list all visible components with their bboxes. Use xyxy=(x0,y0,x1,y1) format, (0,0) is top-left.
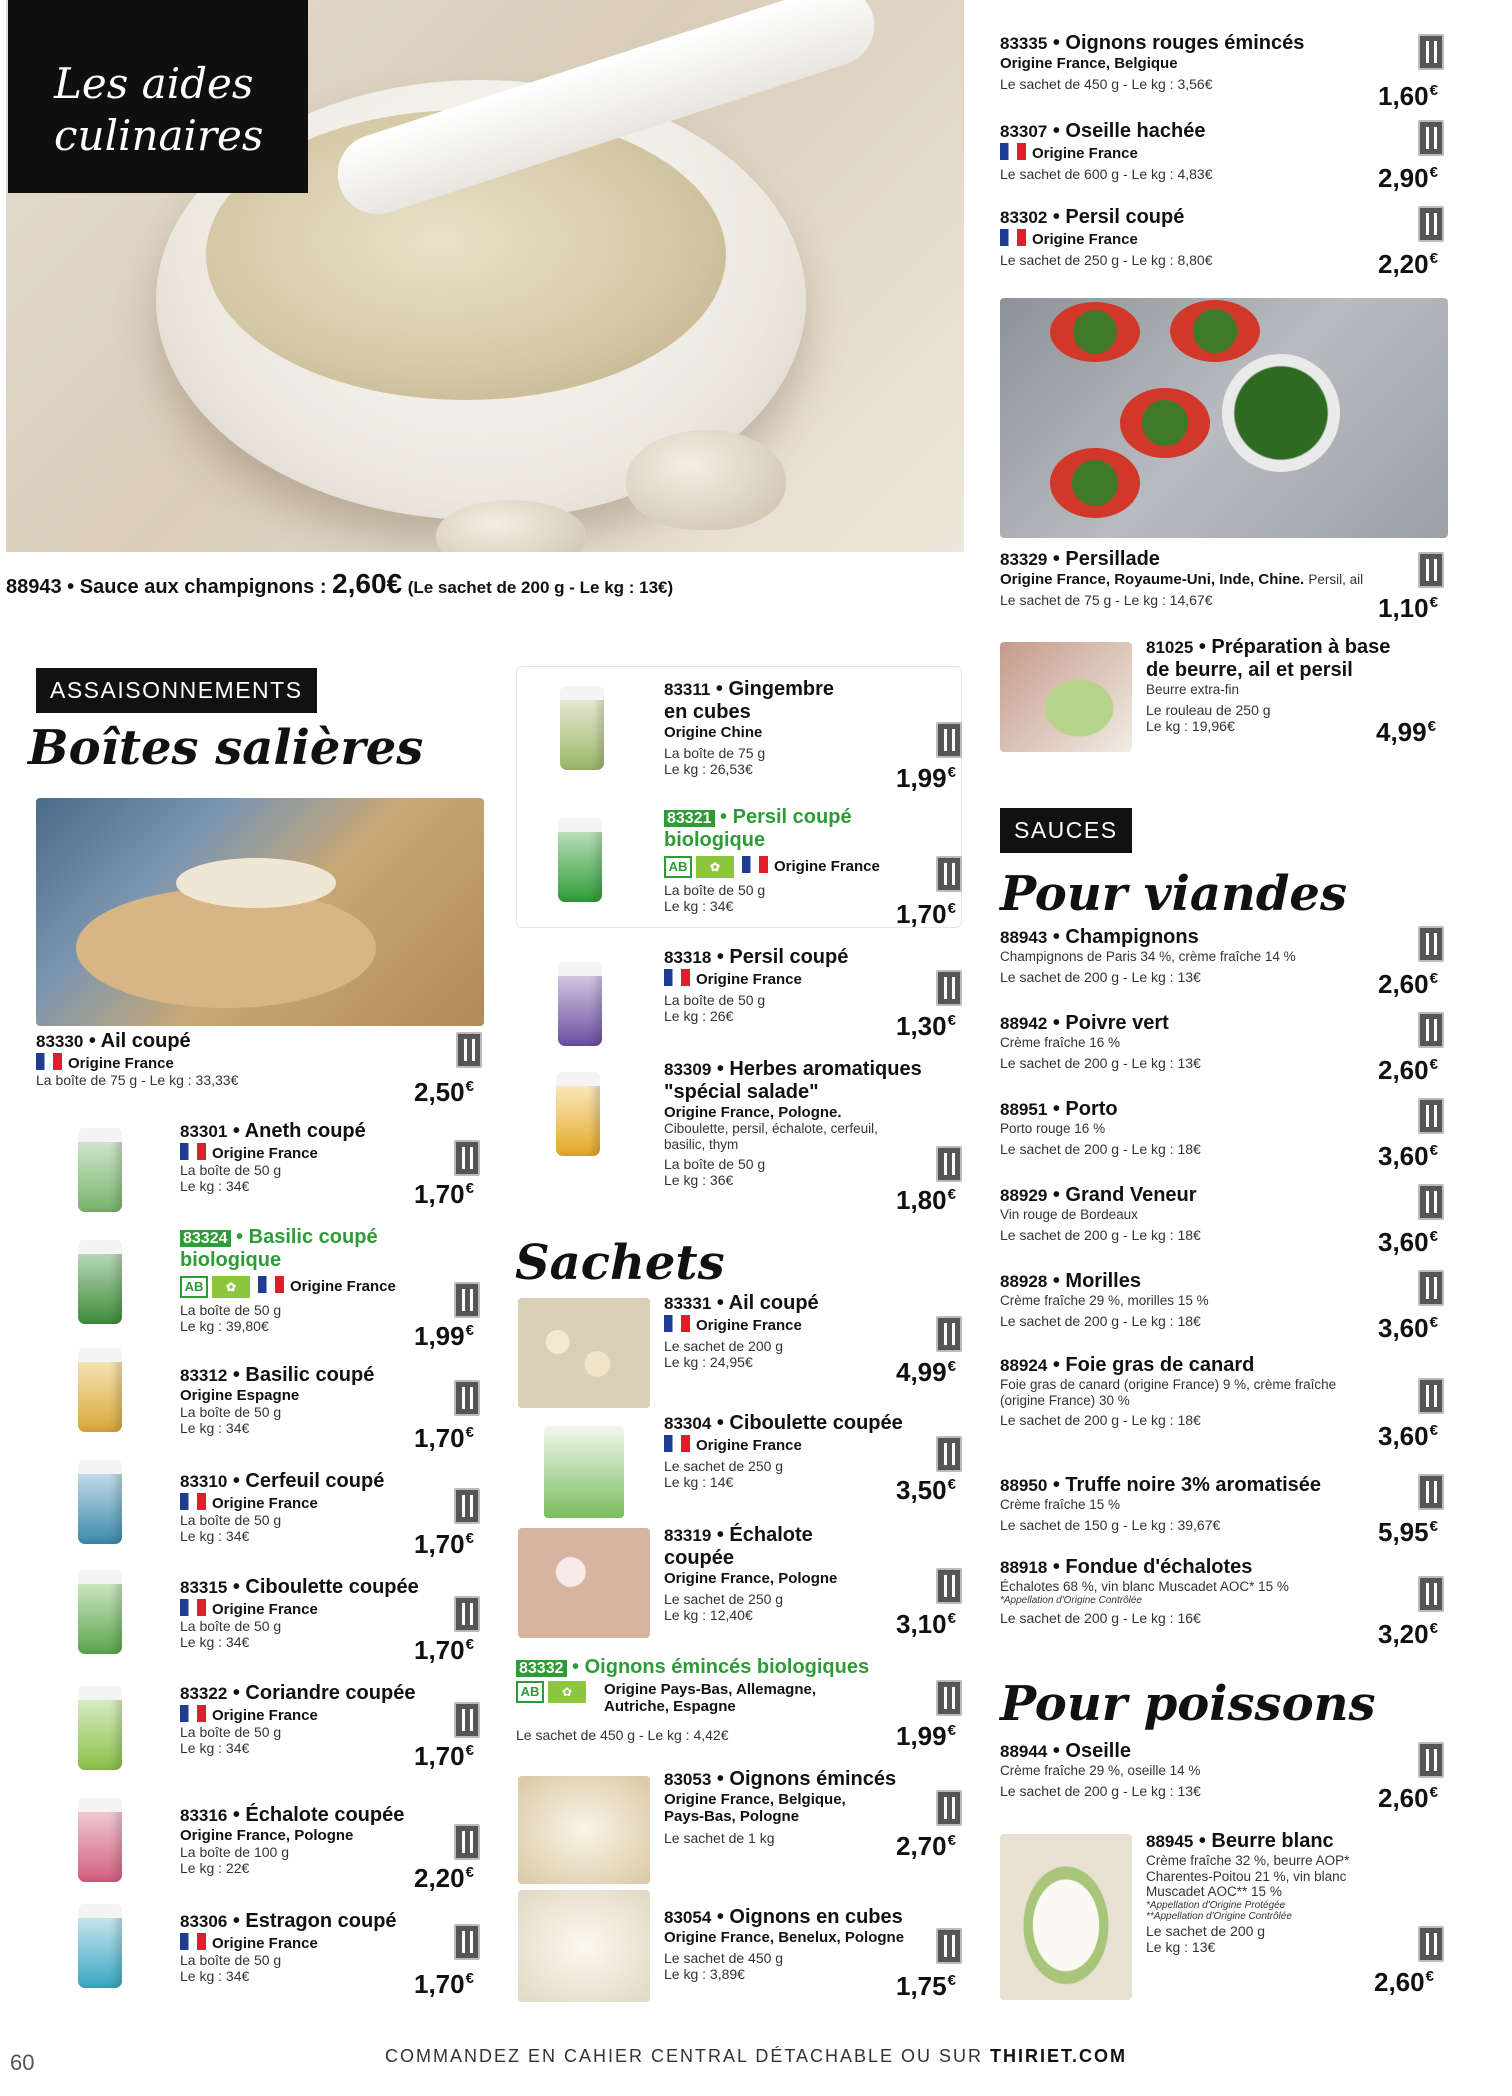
hero-pack: (Le sachet de 200 g - Le kg : 13€) xyxy=(407,578,674,597)
product-83312[interactable]: 83312 • Basilic coupé Origine Espagne La boîte de 50 g Le kg : 34€ 1,70€ xyxy=(180,1364,490,1464)
product-desc: Échalotes 68 %, vin blanc Muscadet AOC* 15 % xyxy=(1000,1579,1289,1594)
product-88950[interactable] xyxy=(1000,1474,1450,1554)
product-83324[interactable]: 83324 • Basilic coupé biologique AB ✿ Origine France La boîte de 50 g Le kg : 39,80€ 1,99€ xyxy=(180,1226,490,1354)
freezer-icon xyxy=(454,1380,480,1416)
product-name: 83330 • Ail coupé xyxy=(36,1030,191,1052)
product-pack: Le sachet de 150 g - Le kg : 39,67€ xyxy=(1000,1516,1221,1533)
freezer-icon xyxy=(1418,1576,1444,1612)
product-name: 88929 • Grand Veneur xyxy=(1000,1184,1197,1206)
product-83329[interactable]: 83329 • Persillade Origine France, Royaume-Uni, Inde, Chine. Persil, ail Le sachet de 75 g - Le kg : 14,67€ 1,10€ xyxy=(1000,548,1450,628)
footer-brand-link[interactable]: THIRIET.COM xyxy=(990,2046,1128,2066)
product-83321[interactable]: 83321 • Persil coupé biologique AB ✿ Origine France La boîte de 50 g Le kg : 34€ 1,70€ xyxy=(664,806,964,936)
parsley-bowl xyxy=(1222,354,1340,472)
garlic-cloves xyxy=(176,858,336,908)
product-price: 3,20€ xyxy=(1378,1619,1438,1649)
product-83309[interactable]: 83309 • Herbes aromatiques "spécial salade" Origine France, Pologne. Ciboulette, persil, échalote, cerfeuil, basilic, thym La boîte de 50 g Le kg : 36€ 1,80€ xyxy=(664,1058,964,1218)
product-88918[interactable] xyxy=(1000,1556,1450,1656)
product-83319[interactable]: 83319 • Échalote coupée Origine France, Pologne Le sachet de 250 g Le kg : 12,40€ 3,10€ xyxy=(664,1524,964,1644)
hero-title-line2: culinaires xyxy=(54,111,264,160)
freezer-icon xyxy=(1418,1012,1444,1048)
french-flag-icon xyxy=(180,1933,206,1950)
product-83307[interactable]: 83307 • Oseille hachée Origine France Le sachet de 600 g - Le kg : 4,83€ 2,90€ xyxy=(1000,120,1450,200)
product-83301[interactable]: 83301 • Aneth coupé Origine France La boîte de 50 g Le kg : 34€ 1,70€ xyxy=(180,1120,490,1220)
french-flag-icon xyxy=(664,1315,690,1332)
product-price: 2,50€ xyxy=(414,1077,474,1107)
garlic-photo xyxy=(36,798,484,1026)
freezer-icon xyxy=(1418,120,1444,156)
product-88951[interactable] xyxy=(1000,1098,1450,1178)
section-header-sauces: SAUCES xyxy=(1000,808,1132,853)
french-flag-icon xyxy=(1000,229,1026,246)
product-desc: Porto rouge 16 % xyxy=(1000,1121,1106,1136)
product-name: 88928 • Morilles xyxy=(1000,1270,1141,1292)
french-flag-icon xyxy=(180,1143,206,1160)
footer: COMMANDEZ EN CAHIER CENTRAL DÉTACHABLE OU SUR THIRIET.COM xyxy=(384,2046,1128,2066)
eu-organic-leaf-icon: ✿ xyxy=(696,856,734,878)
product-tub-image xyxy=(78,1348,122,1432)
french-flag-icon xyxy=(180,1705,206,1722)
freezer-icon xyxy=(1418,1378,1444,1414)
hero-caption: 88943 • Sauce aux champignons : 2,60€ (Le sachet de 200 g - Le kg : 13€) xyxy=(6,568,674,599)
product-pack: Le sachet de 200 g - Le kg : 18€ xyxy=(1000,1412,1201,1429)
freezer-icon xyxy=(454,1596,480,1632)
product-88944[interactable]: 88944 • Oseille Crème fraîche 29 %, oseille 14 % Le sachet de 200 g - Le kg : 13€ 2,60€ xyxy=(1000,1740,1450,1820)
french-flag-icon xyxy=(742,856,768,873)
product-tub-image xyxy=(78,1570,122,1654)
product-tub-image xyxy=(78,1128,122,1212)
freezer-icon xyxy=(936,1316,962,1352)
product-name: 88918 • Fondue d'échalotes xyxy=(1000,1556,1253,1578)
french-flag-icon xyxy=(180,1599,206,1616)
product-tub-image xyxy=(560,686,604,770)
french-flag-icon xyxy=(180,1493,206,1510)
freezer-icon xyxy=(456,1032,482,1068)
product-pack: La boîte de 75 g - Le kg : 33,33€ xyxy=(36,1072,239,1089)
stuffed-tomatoes-image xyxy=(1000,298,1448,538)
tomato xyxy=(1170,300,1260,362)
freezer-icon xyxy=(1418,1270,1444,1306)
freezer-icon xyxy=(454,1488,480,1524)
product-name: 88942 • Poivre vert xyxy=(1000,1012,1169,1034)
product-tub-image xyxy=(78,1798,122,1882)
product-tub-image xyxy=(78,1686,122,1770)
product-desc: Crème fraîche 16 % xyxy=(1000,1035,1121,1050)
product-pack: Le sachet de 200 g - Le kg : 18€ xyxy=(1000,1226,1201,1243)
onion-cubes-image xyxy=(518,1890,650,2002)
freezer-icon xyxy=(936,1568,962,1604)
product-tub-image xyxy=(78,1240,122,1324)
product-83310[interactable]: 83310 • Cerfeuil coupé Origine France La boîte de 50 g Le kg : 34€ 1,70€ xyxy=(180,1470,490,1570)
freezer-icon xyxy=(1418,1098,1444,1134)
freezer-icon xyxy=(936,856,962,892)
hero-name: Sauce aux champignons : xyxy=(79,576,327,598)
product-83304[interactable]: 83304 • Ciboulette coupée Origine France Le sachet de 250 g Le kg : 14€ 3,50€ xyxy=(664,1412,964,1512)
onion-slices-image xyxy=(518,1776,650,1884)
garlic-butter-image xyxy=(1000,642,1132,752)
product-name: 88924 • Foie gras de canard xyxy=(1000,1354,1255,1376)
product-88929[interactable] xyxy=(1000,1184,1450,1264)
product-tub-image xyxy=(558,818,602,902)
product-83315[interactable]: 83315 • Ciboulette coupée Origine France La boîte de 50 g Le kg : 34€ 1,70€ xyxy=(180,1576,490,1676)
product-price: 3,60€ xyxy=(1378,1227,1438,1257)
product-83322[interactable]: 83322 • Coriandre coupée Origine France La boîte de 50 g Le kg : 34€ 1,70€ xyxy=(180,1682,490,1782)
product-price: 2,60€ xyxy=(1378,1055,1438,1085)
product-83332[interactable]: 83332 • Oignons émincés biologiques AB ✿ Origine Pays-Bas, Allemagne, Autriche, Espagne Le sachet de 450 g - Le kg : 4,42€ 1,99€ xyxy=(516,1656,964,1766)
product-desc: Foie gras de canard (origine France) 9 %, crème fraîche xyxy=(1000,1377,1337,1392)
product-price: 3,60€ xyxy=(1378,1141,1438,1171)
tomato xyxy=(1050,302,1140,362)
freezer-icon xyxy=(1418,1474,1444,1510)
product-name: 88951 • Porto xyxy=(1000,1098,1118,1120)
product-price: 2,60€ xyxy=(1378,969,1438,999)
eu-organic-leaf-icon: ✿ xyxy=(548,1681,586,1703)
product-desc: Vin rouge de Bordeaux xyxy=(1000,1207,1138,1222)
freezer-icon xyxy=(936,1928,962,1964)
freezer-icon xyxy=(936,1680,962,1716)
product-desc: (origine France) 30 % xyxy=(1000,1392,1130,1408)
freezer-icon xyxy=(454,1140,480,1176)
product-pack: Le sachet de 200 g - Le kg : 13€ xyxy=(1000,968,1201,985)
beurre-blanc-image xyxy=(1000,1834,1132,2000)
freezer-icon xyxy=(936,1146,962,1182)
product-pack: Le sachet de 200 g - Le kg : 16€ xyxy=(1000,1610,1201,1627)
freezer-icon xyxy=(1418,206,1444,242)
product-desc: *Appellation d'Origine Contrôlée xyxy=(1000,1594,1142,1606)
product-83318[interactable]: 83318 • Persil coupé Origine France La boîte de 50 g Le kg : 26€ 1,30€ xyxy=(664,946,964,1046)
subsection-title-sachets: Sachets xyxy=(515,1235,725,1291)
hero-title-line1: Les aides xyxy=(54,59,254,108)
product-88945[interactable]: 88945 • Beurre blanc Crème fraîche 32 %, beurre AOP* Charentes-Poitou 21 %, vin blanc Muscadet AOC** 15 % *Appellation d'Origine Protégée **Appellation d'Origine Contrôlée Le sachet de 200 g Le kg : 13€ 2,60€ xyxy=(1146,1830,1450,2010)
freezer-icon xyxy=(1418,1742,1444,1778)
freezer-icon xyxy=(454,1282,480,1318)
product-88942[interactable] xyxy=(1000,1012,1450,1092)
product-tub-image xyxy=(556,1072,600,1156)
freezer-icon xyxy=(936,1790,962,1826)
product-83331[interactable]: 83331 • Ail coupé Origine France Le sachet de 200 g Le kg : 24,95€ 4,99€ xyxy=(664,1292,964,1392)
product-name: 88943 • Champignons xyxy=(1000,926,1199,948)
mushroom xyxy=(626,430,786,530)
ab-organic-icon: AB xyxy=(516,1681,544,1703)
product-83335[interactable]: 83335 • Oignons rouges émincés Origine France, Belgique Le sachet de 450 g - Le kg : 3,56€ 1,60€ xyxy=(1000,32,1450,112)
product-88928[interactable] xyxy=(1000,1270,1450,1350)
chive-bag-image xyxy=(544,1426,624,1518)
french-flag-icon xyxy=(1000,143,1026,160)
product-83053[interactable]: 83053 • Oignons émincés Origine France, Belgique, Pays-Bas, Pologne Le sachet de 1 kg 2,70€ xyxy=(664,1768,964,1868)
product-tub-image xyxy=(558,962,602,1046)
product-81025[interactable]: 81025 • Préparation à base de beurre, ail et persil Beurre extra-fin Le rouleau de 250 g Le kg : 19,96€ 4,99€ xyxy=(1146,636,1436,747)
product-88943[interactable] xyxy=(1000,926,1450,1006)
freezer-icon xyxy=(454,1702,480,1738)
product-name: 88950 • Truffe noire 3% aromatisée xyxy=(1000,1474,1322,1496)
freezer-icon xyxy=(936,970,962,1006)
freezer-icon xyxy=(1418,1184,1444,1220)
garlic-cubes-image xyxy=(518,1298,650,1408)
product-83306[interactable]: 83306 • Estragon coupé Origine France La boîte de 50 g Le kg : 34€ 1,70€ xyxy=(180,1910,490,2010)
product-price: 5,95€ xyxy=(1378,1517,1438,1547)
hero-title xyxy=(8,0,308,193)
product-desc: Crème fraîche 29 %, morilles 15 % xyxy=(1000,1293,1209,1308)
product-price: 3,60€ xyxy=(1378,1313,1438,1343)
freezer-icon xyxy=(1418,926,1444,962)
product-tub-image xyxy=(78,1460,122,1544)
product-83302[interactable]: 83302 • Persil coupé Origine France Le sachet de 250 g - Le kg : 8,80€ 2,20€ xyxy=(1000,206,1450,286)
freezer-icon xyxy=(936,722,962,758)
subsection-title-boites: Boîtes salières xyxy=(28,720,424,776)
hero-code: 88943 xyxy=(6,576,62,598)
product-pack: Le sachet de 200 g - Le kg : 13€ xyxy=(1000,1054,1201,1071)
shallot-image xyxy=(518,1528,650,1638)
product-83054[interactable]: 83054 • Oignons en cubes Origine France, Benelux, Pologne Le sachet de 450 g Le kg : 3,89€ 1,75€ xyxy=(664,1906,964,2006)
subsection-title-viandes: Pour viandes xyxy=(1000,866,1347,922)
hero-price: 2,60€ xyxy=(332,568,403,599)
product-88924[interactable] xyxy=(1000,1354,1450,1458)
product-pack: Le sachet de 200 g - Le kg : 18€ xyxy=(1000,1140,1201,1157)
eu-organic-leaf-icon: ✿ xyxy=(212,1276,250,1298)
subsection-title-poissons: Pour poissons xyxy=(1000,1676,1376,1732)
ab-organic-icon: AB xyxy=(180,1276,208,1298)
product-price: 3,60€ xyxy=(1378,1421,1438,1451)
french-flag-icon xyxy=(258,1276,284,1293)
freezer-icon xyxy=(454,1824,480,1860)
french-flag-icon xyxy=(664,1435,690,1452)
product-origin: Origine France xyxy=(36,1053,486,1072)
french-flag-icon xyxy=(664,969,690,986)
product-83316[interactable]: 83316 • Échalote coupée Origine France, Pologne La boîte de 100 g Le kg : 22€ 2,20€ xyxy=(180,1804,490,1904)
freezer-icon xyxy=(1418,34,1444,70)
ab-organic-icon: AB xyxy=(664,856,692,878)
freezer-icon xyxy=(1418,1926,1444,1962)
product-desc: Champignons de Paris 34 %, crème fraîche 14 % xyxy=(1000,949,1296,964)
freezer-icon xyxy=(454,1924,480,1960)
product-83330[interactable] xyxy=(36,1030,486,1110)
tomato xyxy=(1120,388,1210,458)
product-83311[interactable]: 83311 • Gingembre en cubes Origine Chine La boîte de 75 g Le kg : 26,53€ 1,99€ xyxy=(664,678,964,798)
freezer-icon xyxy=(936,1436,962,1472)
product-desc: Crème fraîche 15 % xyxy=(1000,1497,1121,1512)
section-header-assaisonnements: ASSAISONNEMENTS xyxy=(36,668,317,713)
page-number: 60 xyxy=(10,2050,35,2075)
product-tub-image xyxy=(78,1904,122,1988)
product-pack: Le sachet de 200 g - Le kg : 18€ xyxy=(1000,1312,1201,1329)
freezer-icon xyxy=(1418,552,1444,588)
french-flag-icon xyxy=(36,1053,62,1070)
tomato xyxy=(1050,448,1140,518)
